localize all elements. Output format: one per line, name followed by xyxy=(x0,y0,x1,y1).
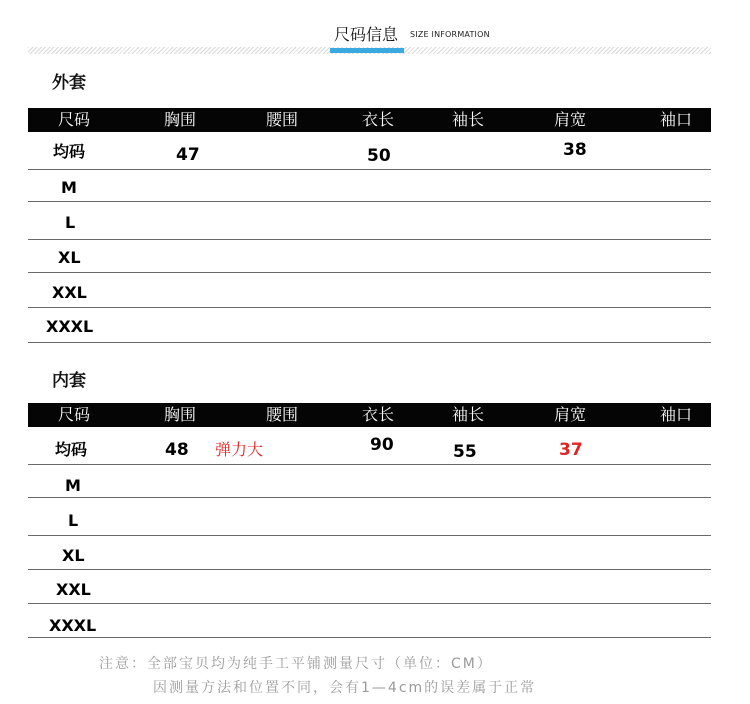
inner-row5-size: XXL xyxy=(56,580,91,599)
outer-row1-length: 50 xyxy=(367,146,391,166)
inner-row-divider xyxy=(28,569,711,570)
header-size: 尺码 xyxy=(58,405,91,424)
outer-row-divider xyxy=(28,342,711,343)
inner-row4-size: XL xyxy=(62,546,85,565)
outer-row3-size: L xyxy=(65,213,76,232)
header-chest: 胸围 xyxy=(164,405,197,424)
outer-row6-size: XXXL xyxy=(46,317,94,336)
inner-row1-size: 均码 xyxy=(55,440,88,459)
header-length: 衣长 xyxy=(362,405,395,424)
inner-row-divider xyxy=(28,497,711,498)
outer-row4-size: XL xyxy=(58,248,81,267)
outer-row1-size: 均码 xyxy=(53,142,86,161)
inner-row1-sleeve: 55 xyxy=(453,442,477,462)
note-line-1: 注意：全部宝贝均为纯手工平铺测量尺寸（单位：CM） xyxy=(99,656,493,672)
header-cuff: 袖口 xyxy=(660,405,693,424)
inner-row1-shoulder: 37 xyxy=(559,440,583,460)
inner-row1-waist: 弹力大 xyxy=(215,440,264,459)
outer-row-divider xyxy=(28,239,711,240)
inner-row6-size: XXXL xyxy=(49,616,97,635)
outer-row1-chest: 47 xyxy=(176,145,200,165)
inner-row1-length: 90 xyxy=(370,435,394,455)
inner-header-row xyxy=(28,403,711,427)
header-length: 衣长 xyxy=(362,110,395,129)
outer-row-divider xyxy=(28,201,711,202)
inner-row-divider xyxy=(28,603,711,604)
outer-row-divider xyxy=(28,307,711,308)
outer-row1-shoulder: 38 xyxy=(563,140,587,160)
title-cn: 尺码信息 xyxy=(334,25,399,44)
header-sleeve: 袖长 xyxy=(452,110,485,129)
inner-row-divider xyxy=(28,464,711,465)
inner-row3-size: L xyxy=(68,511,79,530)
header-cuff: 袖口 xyxy=(660,110,693,129)
note-line-2: 因测量方法和位置不同，会有1—4cm的误差属于正常 xyxy=(153,680,537,696)
header-waist: 腰围 xyxy=(266,110,299,129)
title-accent-bar xyxy=(330,48,404,53)
title-en: SIZE INFORMATION xyxy=(410,30,490,39)
header-chest: 胸围 xyxy=(164,110,197,129)
outer-section-label: 外套 xyxy=(52,73,86,93)
header-waist: 腰围 xyxy=(266,405,299,424)
outer-header-row xyxy=(28,108,711,132)
outer-row-divider xyxy=(28,169,711,170)
inner-row2-size: M xyxy=(65,476,81,495)
header-shoulder: 肩宽 xyxy=(554,405,587,424)
inner-section-label: 内套 xyxy=(52,371,86,391)
outer-row5-size: XXL xyxy=(52,283,87,302)
header-size: 尺码 xyxy=(58,110,91,129)
inner-row1-chest: 48 xyxy=(165,440,189,460)
outer-row-divider xyxy=(28,272,711,273)
inner-row-divider xyxy=(28,535,711,536)
inner-row-divider xyxy=(28,637,711,638)
header-sleeve: 袖长 xyxy=(452,405,485,424)
outer-row2-size: M xyxy=(61,178,77,197)
header-shoulder: 肩宽 xyxy=(554,110,587,129)
